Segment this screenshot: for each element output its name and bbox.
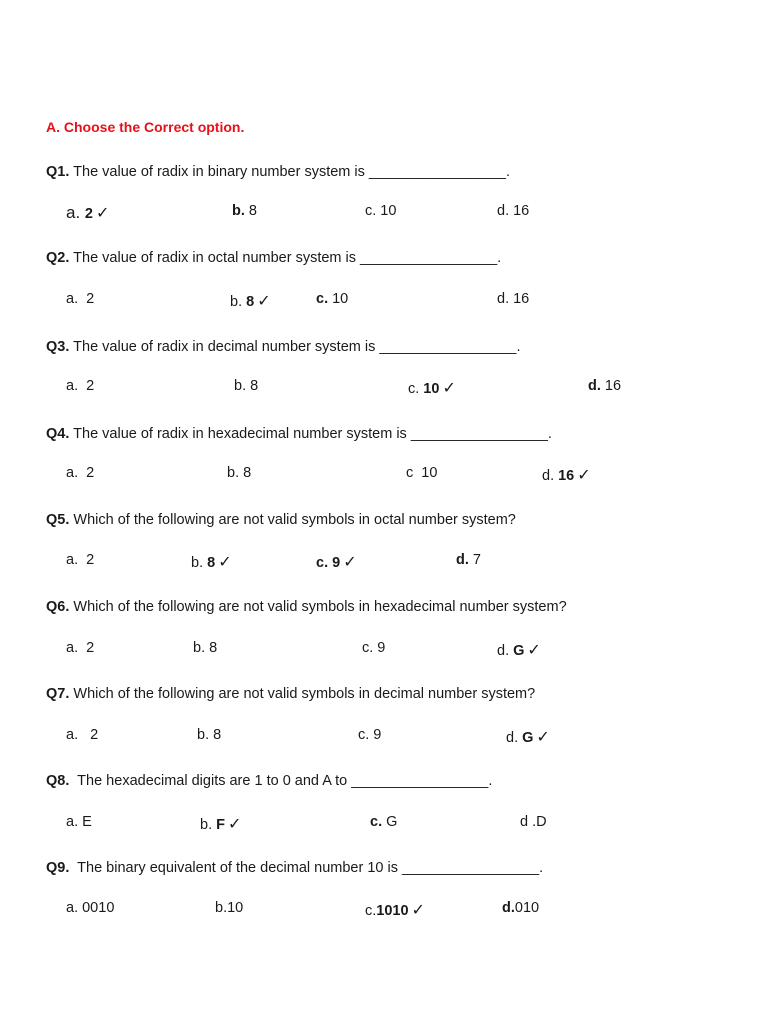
question-1 [46, 164, 510, 180]
option-value: 8 [244, 203, 257, 219]
question-text: The value of radix in hexadecimal number system is _________________. [69, 426, 552, 442]
option-a [66, 900, 114, 916]
question-5 [46, 512, 516, 528]
checkmark-icon: ✓ [536, 729, 550, 746]
option-label: a. [66, 291, 79, 307]
option-value: 8 [205, 640, 218, 656]
option-label: d. [497, 643, 510, 659]
option-label: b. [200, 817, 213, 833]
option-b [197, 727, 221, 743]
option-value: 8 [203, 555, 216, 571]
option-a [66, 552, 94, 568]
option-d [542, 465, 591, 485]
question-number: Q8. [46, 773, 70, 789]
question-text: The binary equivalent of the decimal number 10 is _________________. [69, 860, 544, 876]
option-c [370, 814, 397, 830]
option-label: b. [234, 378, 247, 394]
option-value: 0010 [78, 900, 115, 916]
option-a [66, 203, 109, 223]
option-value: 16 [509, 203, 530, 219]
option-c [362, 640, 385, 656]
option-a [66, 814, 92, 830]
option-c [406, 465, 437, 481]
option-value: 10 [328, 291, 349, 307]
option-label: d. [497, 291, 510, 307]
option-a [66, 378, 94, 394]
option-d [502, 900, 539, 916]
checkmark-icon: ✓ [527, 642, 541, 659]
option-value: 16 [509, 291, 530, 307]
option-value: 2 [78, 552, 95, 568]
option-value: 2 [78, 727, 99, 743]
option-label: c. [370, 814, 383, 830]
section-heading: A. Choose the Correct option. [46, 119, 245, 135]
question-9 [46, 860, 543, 876]
checkmark-icon: ✓ [218, 554, 232, 571]
question-3 [46, 339, 521, 355]
option-value: 7 [468, 552, 481, 568]
checkmark-icon: ✓ [343, 554, 357, 571]
option-label: c [406, 465, 414, 481]
option-label: a. [66, 552, 79, 568]
option-label: a. [66, 378, 79, 394]
option-value: .D [528, 814, 547, 830]
question-text: Which of the following are not valid symbols in decimal number system? [69, 686, 536, 702]
option-value: 10 [376, 203, 397, 219]
question-number: Q5. [46, 512, 70, 528]
question-text: The value of radix in decimal number system is _________________. [69, 339, 521, 355]
question-text: The value of radix in binary number system is _________________. [69, 164, 511, 180]
checkmark-icon: ✓ [95, 205, 110, 222]
question-number: Q3. [46, 339, 70, 355]
question-2 [46, 250, 501, 266]
option-value: 16 [554, 468, 575, 484]
question-4 [46, 426, 552, 442]
option-d [588, 378, 621, 394]
question-number: Q1. [46, 164, 70, 180]
option-value: 8 [239, 465, 252, 481]
option-a [66, 291, 94, 307]
option-d [497, 203, 529, 219]
option-label: b. [227, 465, 240, 481]
option-d [520, 814, 547, 830]
option-value: 2 [84, 206, 93, 222]
option-c [408, 378, 456, 398]
option-label: b. [191, 555, 204, 571]
option-a [66, 727, 98, 743]
option-label: a. [66, 814, 79, 830]
question-number: Q7. [46, 686, 70, 702]
checkmark-icon: ✓ [257, 293, 271, 310]
option-a [66, 640, 94, 656]
question-number: Q9. [46, 860, 70, 876]
option-b [234, 378, 258, 394]
option-b [215, 900, 243, 916]
question-8 [46, 773, 492, 789]
option-label: a. [66, 900, 79, 916]
option-d [506, 727, 550, 747]
option-label: a. [66, 727, 79, 743]
option-value: 9 [373, 640, 386, 656]
option-value: 10 [413, 465, 438, 481]
option-value: 8 [242, 294, 255, 310]
option-label: c. [365, 203, 377, 219]
option-label: d. [506, 730, 519, 746]
question-number: Q2. [46, 250, 70, 266]
option-value: 2 [78, 291, 95, 307]
option-label: c. [358, 727, 370, 743]
checkmark-icon: ✓ [227, 816, 242, 833]
option-b [191, 552, 232, 572]
option-label: b. [197, 727, 210, 743]
question-number: Q6. [46, 599, 70, 615]
option-label: b. [193, 640, 206, 656]
option-label: c. [362, 640, 374, 656]
question-text: The value of radix in octal number system is _________________. [69, 250, 502, 266]
option-a [66, 465, 94, 481]
option-value: G [382, 814, 398, 830]
option-c [365, 900, 425, 920]
option-value: 8 [246, 378, 259, 394]
option-label: b. [232, 203, 245, 219]
option-value: E [78, 814, 92, 830]
checkmark-icon: ✓ [577, 467, 591, 484]
option-b [232, 203, 257, 219]
option-label: c. [316, 555, 329, 571]
question-text: The hexadecimal digits are 1 to 0 and A to _________________. [69, 773, 493, 789]
option-label: d. [542, 468, 555, 484]
option-b [227, 465, 251, 481]
option-label: d. [497, 203, 510, 219]
option-label: c. [316, 291, 329, 307]
question-number: Q4. [46, 426, 70, 442]
option-label: d [520, 814, 529, 830]
checkmark-icon: ✓ [411, 902, 425, 919]
option-value: 9 [328, 555, 341, 571]
question-7 [46, 686, 535, 702]
option-value: G [518, 730, 534, 746]
option-value: 10 [227, 900, 244, 916]
option-b [200, 814, 241, 834]
option-label: d. [588, 378, 601, 394]
option-label: b. [230, 294, 243, 310]
option-label: a. [66, 203, 85, 222]
question-6 [46, 599, 567, 615]
option-label: b. [215, 900, 228, 916]
option-label: c. [365, 903, 377, 919]
option-value: 10 [419, 381, 440, 397]
option-d [497, 291, 529, 307]
option-value: 8 [209, 727, 222, 743]
option-value: 16 [600, 378, 622, 394]
option-value: G [509, 643, 525, 659]
option-value: F [212, 817, 225, 833]
checkmark-icon: ✓ [442, 380, 456, 397]
option-d [456, 552, 481, 568]
question-text: Which of the following are not valid symbols in octal number system? [69, 512, 516, 528]
option-c [316, 291, 348, 307]
option-label: a. [66, 465, 79, 481]
option-d [497, 640, 541, 660]
option-label: a. [66, 640, 79, 656]
option-b [193, 640, 217, 656]
option-value: 2 [78, 465, 95, 481]
option-label: d. [502, 900, 515, 916]
option-c [365, 203, 396, 219]
option-label: c. [408, 381, 420, 397]
question-text: Which of the following are not valid symbols in hexadecimal number system? [69, 599, 567, 615]
option-value: 2 [78, 640, 95, 656]
option-c [316, 552, 357, 572]
option-value: 1010 [376, 903, 409, 919]
option-c [358, 727, 381, 743]
option-value: 2 [78, 378, 95, 394]
option-b [230, 291, 271, 311]
option-value: 010 [514, 900, 540, 916]
option-value: 9 [369, 727, 382, 743]
option-label: d. [456, 552, 469, 568]
